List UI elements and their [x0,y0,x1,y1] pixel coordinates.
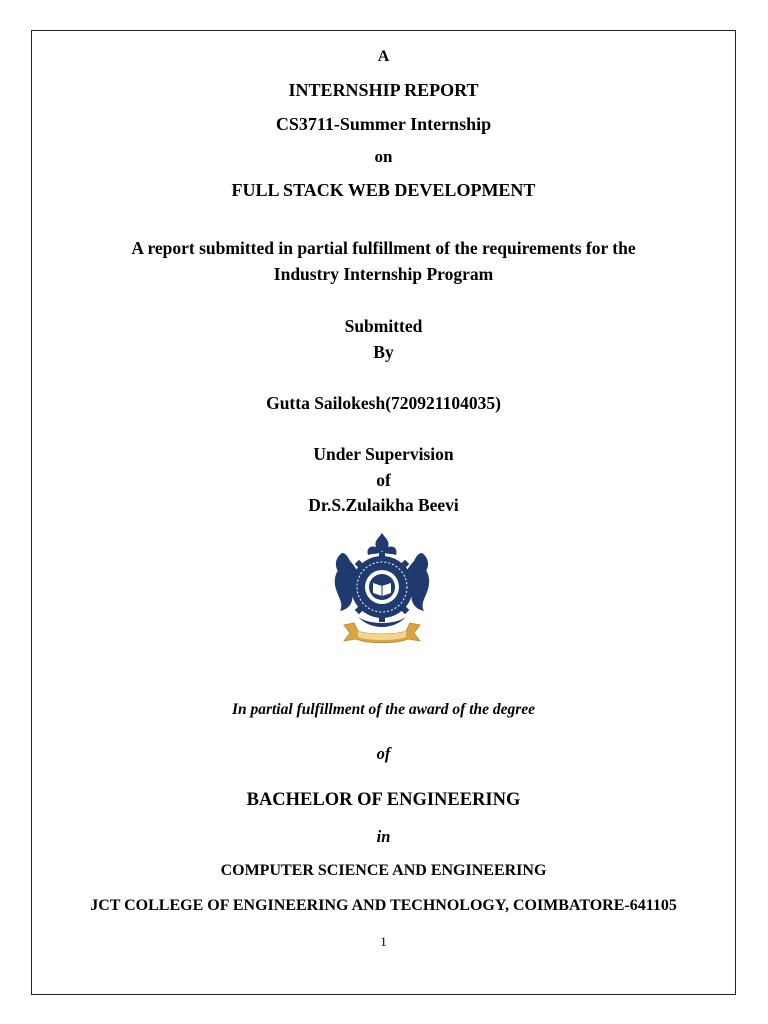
degree-name: BACHELOR OF ENGINEERING [246,790,521,810]
submitted-label: Submitted [344,316,423,336]
degree-in: in [376,827,391,846]
report-topic: FULL STACK WEB DEVELOPMENT [231,180,536,200]
award-of: of [376,744,391,763]
page-number: 1 [380,934,387,949]
purpose-line-2: Industry Internship Program [273,264,494,284]
of-label: of [376,470,391,490]
supervisor-name: Dr.S.Zulaikha Beevi [308,495,459,515]
by-label: By [373,342,394,362]
report-type: INTERNSHIP REPORT [288,80,479,100]
title-article: A [377,48,390,65]
award-line: In partial fulfillment of the award of the degree [231,701,536,718]
purpose-line-1: A report submitted in partial fulfillment of the requirements for the [131,238,636,258]
course-title: CS3711-Summer Internship [275,114,492,134]
on-word: on [374,147,393,166]
supervision-label: Under Supervision [313,444,454,464]
college-name: JCT COLLEGE OF ENGINEERING AND TECHNOLOGY, COIMBATORE-641105 [90,897,677,914]
college-emblem-icon [328,531,436,646]
department-name: COMPUTER SCIENCE AND ENGINEERING [220,862,547,879]
student-name: Gutta Sailokesh(720921104035) [266,393,501,413]
